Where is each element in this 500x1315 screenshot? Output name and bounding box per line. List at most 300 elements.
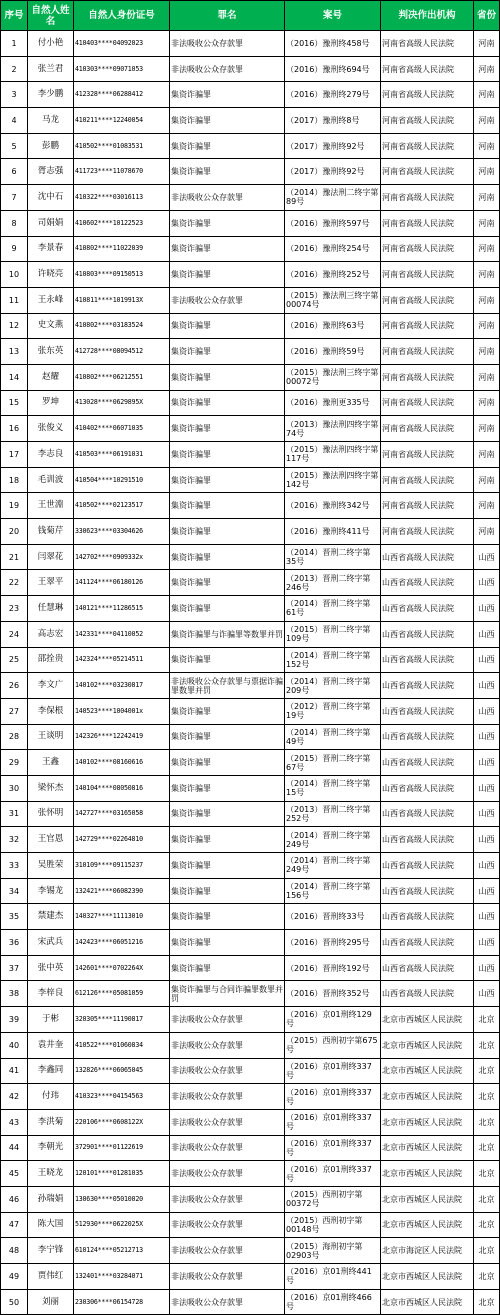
cell-province: 山西 [474, 801, 500, 827]
cell-charge: 集资诈骗罪 [170, 544, 285, 570]
cell-charge: 集资诈骗罪 [170, 724, 285, 750]
cell-charge: 非法吸收公众存款罪 [170, 1161, 285, 1187]
cell-case-number: （2016）豫刑终597号 [285, 210, 381, 236]
cell-case-number: （2016）晋刑终352号 [285, 981, 381, 1007]
cell-province: 河南 [474, 364, 500, 390]
cell-id-number: 230306****06154728 [74, 1289, 170, 1315]
cell-index: 22 [1, 570, 28, 596]
cell-id-number: 142601****0702264X [74, 955, 170, 981]
cell-name: 付小艳 [28, 31, 74, 57]
cell-court: 河南省高级人民法院 [381, 364, 474, 390]
cell-province: 北京 [474, 1058, 500, 1084]
header-id-number: 自然人身份证号 [74, 1, 170, 31]
cell-name: 王晓龙 [28, 1161, 74, 1187]
cell-case-number: （2015）豫法刑三终字第00072号 [285, 364, 381, 390]
cell-id-number: 132401****03284071 [74, 1264, 170, 1290]
cell-name: 罗坤 [28, 390, 74, 416]
cell-index: 3 [1, 82, 28, 108]
table-row [1, 210, 500, 236]
cell-case-number: （2015）豫法刑四终字第142号 [285, 467, 381, 493]
cell-index: 42 [1, 1084, 28, 1110]
cell-province: 山西 [474, 930, 500, 956]
cell-province: 北京 [474, 1212, 500, 1238]
cell-id-number: 140523****1004001x [74, 698, 170, 724]
cell-charge: 集资诈骗罪 [170, 904, 285, 930]
cell-court: 山西省高级人民法院 [381, 544, 474, 570]
cell-province: 河南 [474, 210, 500, 236]
table-row [1, 467, 500, 493]
table-row [1, 1109, 500, 1135]
header-court: 判决作出机构 [381, 1, 474, 31]
cell-name: 高志宏 [28, 621, 74, 647]
cell-charge: 集资诈骗罪 [170, 647, 285, 673]
cell-id-number: 413028****0629895X [74, 390, 170, 416]
cell-case-number: （2016）豫刑终342号 [285, 493, 381, 519]
cell-charge: 非法吸收公众存款罪 [170, 1264, 285, 1290]
cell-case-number: （2017）豫刑终92号 [285, 133, 381, 159]
cell-charge: 集资诈骗罪 [170, 467, 285, 493]
cell-id-number: 410522****01060834 [74, 1032, 170, 1058]
cell-court: 北京市西城区人民法院 [381, 1212, 474, 1238]
cell-province: 山西 [474, 544, 500, 570]
cell-case-number: （2013）豫法刑四终字第74号 [285, 416, 381, 442]
cell-court: 北京市西城区人民法院 [381, 1007, 474, 1033]
cell-court: 河南省高级人民法院 [381, 236, 474, 262]
cell-court: 北京市西城区人民法院 [381, 1058, 474, 1084]
cell-id-number: 412728****08094512 [74, 339, 170, 365]
cell-index: 7 [1, 185, 28, 211]
cell-name: 陈大国 [28, 1212, 74, 1238]
cell-case-number: （2016）豫刑终458号 [285, 31, 381, 57]
cell-charge: 集资诈骗罪 [170, 878, 285, 904]
cell-index: 48 [1, 1238, 28, 1264]
cell-name: 李少鹏 [28, 82, 74, 108]
cell-id-number: 410211****12240054 [74, 108, 170, 134]
cell-name: 贾伟红 [28, 1264, 74, 1290]
cell-province: 北京 [474, 1289, 500, 1315]
header-charge: 罪名 [170, 1, 285, 31]
cell-name: 许晓亮 [28, 262, 74, 288]
cell-id-number: 330623****03304626 [74, 519, 170, 545]
cell-index: 11 [1, 287, 28, 313]
cell-case-number: （2016）豫刑终279号 [285, 82, 381, 108]
cell-province: 河南 [474, 236, 500, 262]
cell-index: 24 [1, 621, 28, 647]
cell-case-number: （2016）豫刑终694号 [285, 56, 381, 82]
cell-id-number: 410802****06212551 [74, 364, 170, 390]
cell-province: 河南 [474, 416, 500, 442]
table-row [1, 1032, 500, 1058]
table-row [1, 853, 500, 879]
table-row [1, 1264, 500, 1290]
table-row [1, 339, 500, 365]
cell-province: 北京 [474, 1161, 500, 1187]
cell-charge: 集资诈骗罪 [170, 210, 285, 236]
cell-index: 35 [1, 904, 28, 930]
cell-charge: 非法吸收公众存款罪 [170, 1212, 285, 1238]
cell-case-number: （2016）晋刑终192号 [285, 955, 381, 981]
cell-province: 河南 [474, 467, 500, 493]
cell-id-number: 512930****0622025X [74, 1212, 170, 1238]
cell-charge: 非法吸收公众存款罪与票据诈骗罪数罪并罚 [170, 673, 285, 699]
cell-court: 北京市西城区人民法院 [381, 1135, 474, 1161]
header-case-number: 案号 [285, 1, 381, 31]
cell-case-number: （2014）晋刑二终字第156号 [285, 878, 381, 904]
cell-charge: 集资诈骗罪 [170, 853, 285, 879]
cell-charge: 集资诈骗罪 [170, 750, 285, 776]
cell-case-number: （2016）京01刑终337号 [285, 1135, 381, 1161]
table-row [1, 904, 500, 930]
cell-case-number: （2014）晋刑二终字第249号 [285, 827, 381, 853]
cell-name: 王鑫 [28, 750, 74, 776]
cell-index: 30 [1, 775, 28, 801]
cell-id-number: 220106****0608122X [74, 1109, 170, 1135]
cell-case-number: （2014）晋刑二终字第61号 [285, 596, 381, 622]
cell-index: 13 [1, 339, 28, 365]
cell-index: 37 [1, 955, 28, 981]
cell-case-number: （2016）京01刑终337号 [285, 1109, 381, 1135]
cell-index: 18 [1, 467, 28, 493]
table-row [1, 596, 500, 622]
cell-id-number: 610124****05212713 [74, 1238, 170, 1264]
cell-index: 36 [1, 930, 28, 956]
cell-index: 16 [1, 416, 28, 442]
cell-case-number: （2016）京01刑终337号 [285, 1058, 381, 1084]
cell-name: 李梓良 [28, 981, 74, 1007]
cell-charge: 集资诈骗罪 [170, 827, 285, 853]
cell-name: 宋武兵 [28, 930, 74, 956]
cell-court: 山西省高级人民法院 [381, 981, 474, 1007]
cell-case-number: （2016）豫刑终252号 [285, 262, 381, 288]
cell-name: 于彬 [28, 1007, 74, 1033]
table-row [1, 801, 500, 827]
cell-court: 北京市西城区人民法院 [381, 1084, 474, 1110]
table-row [1, 955, 500, 981]
table-row [1, 442, 500, 468]
cell-name: 李志良 [28, 442, 74, 468]
cell-court: 河南省高级人民法院 [381, 159, 474, 185]
cell-index: 10 [1, 262, 28, 288]
cell-province: 河南 [474, 390, 500, 416]
cell-charge: 集资诈骗罪 [170, 930, 285, 956]
cell-charge: 集资诈骗罪 [170, 339, 285, 365]
cell-charge: 非法吸收公众存款罪 [170, 1032, 285, 1058]
cell-id-number: 410322****03016113 [74, 185, 170, 211]
cell-index: 8 [1, 210, 28, 236]
cell-index: 19 [1, 493, 28, 519]
cell-index: 38 [1, 981, 28, 1007]
cell-id-number: 310109****09115237 [74, 853, 170, 879]
cell-case-number: （2016）京01刑终129号 [285, 1007, 381, 1033]
cell-id-number: 140104****08050816 [74, 775, 170, 801]
cell-charge: 非法吸收公众存款罪 [170, 31, 285, 57]
cell-id-number: 410811****1019913X [74, 287, 170, 313]
cell-case-number: （2015）晋刑二终字第109号 [285, 621, 381, 647]
cell-court: 河南省高级人民法院 [381, 339, 474, 365]
table-row [1, 262, 500, 288]
cell-court: 山西省高级人民法院 [381, 878, 474, 904]
cell-case-number: （2014）豫法刑二终字第89号 [285, 185, 381, 211]
cell-case-number: （2014）晋刑二终字第15号 [285, 775, 381, 801]
cell-court: 河南省高级人民法院 [381, 82, 474, 108]
cell-id-number: 140121****11286515 [74, 596, 170, 622]
cell-charge: 集资诈骗罪 [170, 493, 285, 519]
cell-index: 5 [1, 133, 28, 159]
cell-court: 山西省高级人民法院 [381, 827, 474, 853]
cell-id-number: 410502****01083531 [74, 133, 170, 159]
cell-id-number: 140102****08160616 [74, 750, 170, 776]
cell-court: 山西省高级人民法院 [381, 673, 474, 699]
table-row [1, 544, 500, 570]
cell-province: 河南 [474, 133, 500, 159]
table-row [1, 416, 500, 442]
cell-case-number: （2016）豫刑终63号 [285, 313, 381, 339]
cell-case-number: （2016）京01刑终466号 [285, 1289, 381, 1315]
cell-charge: 非法吸收公众存款罪 [170, 1186, 285, 1212]
cell-id-number: 410403****04092023 [74, 31, 170, 57]
table-row [1, 1161, 500, 1187]
cell-id-number: 132826****06065045 [74, 1058, 170, 1084]
cell-id-number: 120101****01281035 [74, 1161, 170, 1187]
table-row [1, 827, 500, 853]
cell-index: 45 [1, 1161, 28, 1187]
cell-province: 山西 [474, 827, 500, 853]
cell-court: 河南省高级人民法院 [381, 313, 474, 339]
cell-court: 北京市海淀区人民法院 [381, 1238, 474, 1264]
table-row [1, 1289, 500, 1315]
cell-court: 河南省高级人民法院 [381, 56, 474, 82]
cell-id-number: 142331****04110052 [74, 621, 170, 647]
cell-name: 李文广 [28, 673, 74, 699]
cell-name: 王翠平 [28, 570, 74, 596]
cell-province: 河南 [474, 56, 500, 82]
cell-province: 河南 [474, 159, 500, 185]
cell-province: 河南 [474, 262, 500, 288]
cell-province: 北京 [474, 1084, 500, 1110]
cell-court: 山西省高级人民法院 [381, 570, 474, 596]
cell-charge: 非法吸收公众存款罪 [170, 287, 285, 313]
cell-case-number: （2013）晋刑二终字第252号 [285, 801, 381, 827]
cell-index: 12 [1, 313, 28, 339]
cell-name: 刘丽 [28, 1289, 74, 1315]
cell-index: 46 [1, 1186, 28, 1212]
cell-court: 北京市西城区人民法院 [381, 1186, 474, 1212]
cell-case-number: （2016）京01刑终337号 [285, 1084, 381, 1110]
cell-court: 山西省高级人民法院 [381, 724, 474, 750]
cell-name: 沈中石 [28, 185, 74, 211]
cell-court: 河南省高级人民法院 [381, 467, 474, 493]
cell-name: 闫翠花 [28, 544, 74, 570]
table-row [1, 724, 500, 750]
cell-case-number: （2014）晋刑二终字第152号 [285, 647, 381, 673]
table-row [1, 673, 500, 699]
cell-charge: 集资诈骗罪 [170, 570, 285, 596]
cell-name: 司娟娟 [28, 210, 74, 236]
cell-charge: 非法吸收公众存款罪 [170, 1289, 285, 1315]
cell-charge: 集资诈骗罪 [170, 236, 285, 262]
cell-name: 李保根 [28, 698, 74, 724]
cell-court: 河南省高级人民法院 [381, 493, 474, 519]
cell-name: 彭鹏 [28, 133, 74, 159]
cell-court: 山西省高级人民法院 [381, 853, 474, 879]
cell-case-number: （2015）西刑初字第00148号 [285, 1212, 381, 1238]
table-row [1, 1212, 500, 1238]
cell-province: 河南 [474, 313, 500, 339]
cell-index: 25 [1, 647, 28, 673]
cell-name: 邵拴贵 [28, 647, 74, 673]
cell-court: 北京市西城区人民法院 [381, 1161, 474, 1187]
cell-name: 毛训波 [28, 467, 74, 493]
cell-case-number: （2016）豫刑终411号 [285, 519, 381, 545]
cell-province: 北京 [474, 1264, 500, 1290]
cell-court: 河南省高级人民法院 [381, 108, 474, 134]
cell-name: 史文燕 [28, 313, 74, 339]
cell-province: 北京 [474, 1007, 500, 1033]
cell-index: 49 [1, 1264, 28, 1290]
cell-charge: 集资诈骗罪 [170, 313, 285, 339]
cell-case-number: （2015）西刑初字第00372号 [285, 1186, 381, 1212]
cell-court: 河南省高级人民法院 [381, 390, 474, 416]
cell-charge: 集资诈骗罪与合同诈骗罪数罪并罚 [170, 981, 285, 1007]
cell-case-number: （2014）晋刑二终字第49号 [285, 724, 381, 750]
cell-province: 河南 [474, 493, 500, 519]
cell-court: 北京市西城区人民法院 [381, 1289, 474, 1315]
cell-case-number: （2015）西刑初字第675号 [285, 1032, 381, 1058]
cell-court: 山西省高级人民法院 [381, 750, 474, 776]
cell-index: 4 [1, 108, 28, 134]
header-province: 省份 [474, 1, 500, 31]
cell-charge: 非法吸收公众存款罪 [170, 1135, 285, 1161]
cell-case-number: （2017）豫刑终92号 [285, 159, 381, 185]
cell-province: 山西 [474, 904, 500, 930]
cell-name: 张中英 [28, 955, 74, 981]
cell-charge: 集资诈骗罪 [170, 108, 285, 134]
cell-id-number: 410802****11022039 [74, 236, 170, 262]
cell-id-number: 372901****01122619 [74, 1135, 170, 1161]
cell-name: 李景春 [28, 236, 74, 262]
cell-name: 李鑫同 [28, 1058, 74, 1084]
cell-id-number: 412328****06288412 [74, 82, 170, 108]
cell-index: 50 [1, 1289, 28, 1315]
cell-index: 26 [1, 673, 28, 699]
cell-name: 张俊义 [28, 416, 74, 442]
cell-province: 河南 [474, 287, 500, 313]
cell-id-number: 130630****05010020 [74, 1186, 170, 1212]
table-row [1, 31, 500, 57]
cell-charge: 集资诈骗罪 [170, 698, 285, 724]
table-row [1, 287, 500, 313]
cell-id-number: 141124****06180126 [74, 570, 170, 596]
table-row [1, 364, 500, 390]
cell-province: 山西 [474, 981, 500, 1007]
cell-name: 赵耀 [28, 364, 74, 390]
cell-province: 北京 [474, 1238, 500, 1264]
cell-charge: 集资诈骗罪 [170, 159, 285, 185]
cell-court: 北京市西城区人民法院 [381, 1264, 474, 1290]
table-row [1, 493, 500, 519]
cell-charge: 集资诈骗罪 [170, 364, 285, 390]
cell-name: 任慧琳 [28, 596, 74, 622]
cell-name: 张怀明 [28, 801, 74, 827]
cell-name: 李宁锋 [28, 1238, 74, 1264]
table-row [1, 1186, 500, 1212]
cell-index: 17 [1, 442, 28, 468]
cell-index: 2 [1, 56, 28, 82]
table-row [1, 313, 500, 339]
table-row [1, 1135, 500, 1161]
cell-case-number: （2015）海刑初字第02903号 [285, 1238, 381, 1264]
cell-id-number: 410803****09150513 [74, 262, 170, 288]
cell-name: 吴胜荣 [28, 853, 74, 879]
cell-court: 山西省高级人民法院 [381, 647, 474, 673]
cell-name: 钱菊芹 [28, 519, 74, 545]
table-row [1, 570, 500, 596]
cell-case-number: （2016）豫刑终254号 [285, 236, 381, 262]
cell-name: 李锡龙 [28, 878, 74, 904]
cell-court: 山西省高级人民法院 [381, 904, 474, 930]
cell-province: 山西 [474, 698, 500, 724]
cell-id-number: 140327****11113010 [74, 904, 170, 930]
cell-court: 河南省高级人民法院 [381, 210, 474, 236]
table-row [1, 56, 500, 82]
cell-id-number: 142423****06051216 [74, 930, 170, 956]
cell-province: 河南 [474, 31, 500, 57]
table-row [1, 621, 500, 647]
cell-id-number: 410602****10122523 [74, 210, 170, 236]
cell-province: 北京 [474, 1186, 500, 1212]
cell-case-number: （2012）晋刑二终字第19号 [285, 698, 381, 724]
cell-index: 29 [1, 750, 28, 776]
cell-court: 山西省高级人民法院 [381, 596, 474, 622]
cell-name: 孙瑞娟 [28, 1186, 74, 1212]
cell-case-number: （2015）晋刑二终字第67号 [285, 750, 381, 776]
cell-province: 北京 [474, 1032, 500, 1058]
table-row [1, 1238, 500, 1264]
cell-name: 李洪菊 [28, 1109, 74, 1135]
cell-court: 山西省高级人民法院 [381, 955, 474, 981]
cell-id-number: 410504****10291510 [74, 467, 170, 493]
table-row [1, 775, 500, 801]
cell-court: 河南省高级人民法院 [381, 185, 474, 211]
cell-province: 河南 [474, 442, 500, 468]
cell-court: 河南省高级人民法院 [381, 287, 474, 313]
cell-court: 山西省高级人民法院 [381, 775, 474, 801]
cell-charge: 集资诈骗罪 [170, 262, 285, 288]
cell-case-number: （2016）晋刑终295号 [285, 930, 381, 956]
cell-charge: 集资诈骗罪与诈骗罪等数罪并罚 [170, 621, 285, 647]
cell-court: 山西省高级人民法院 [381, 698, 474, 724]
cell-index: 34 [1, 878, 28, 904]
cell-id-number: 142727****03165058 [74, 801, 170, 827]
cell-province: 山西 [474, 621, 500, 647]
cell-id-number: 132421****06082390 [74, 878, 170, 904]
cell-province: 山西 [474, 647, 500, 673]
cell-name: 袁井奎 [28, 1032, 74, 1058]
header-row [1, 1, 500, 31]
table-row [1, 236, 500, 262]
table-row [1, 1084, 500, 1110]
cell-charge: 集资诈骗罪 [170, 955, 285, 981]
cell-province: 河南 [474, 519, 500, 545]
cell-charge: 集资诈骗罪 [170, 390, 285, 416]
cell-id-number: 410802****03183524 [74, 313, 170, 339]
cell-province: 山西 [474, 570, 500, 596]
cell-court: 北京市西城区人民法院 [381, 1032, 474, 1058]
cell-name: 禁建杰 [28, 904, 74, 930]
cell-court: 山西省高级人民法院 [381, 801, 474, 827]
cell-case-number: （2016）豫刑更335号 [285, 390, 381, 416]
cell-index: 1 [1, 31, 28, 57]
